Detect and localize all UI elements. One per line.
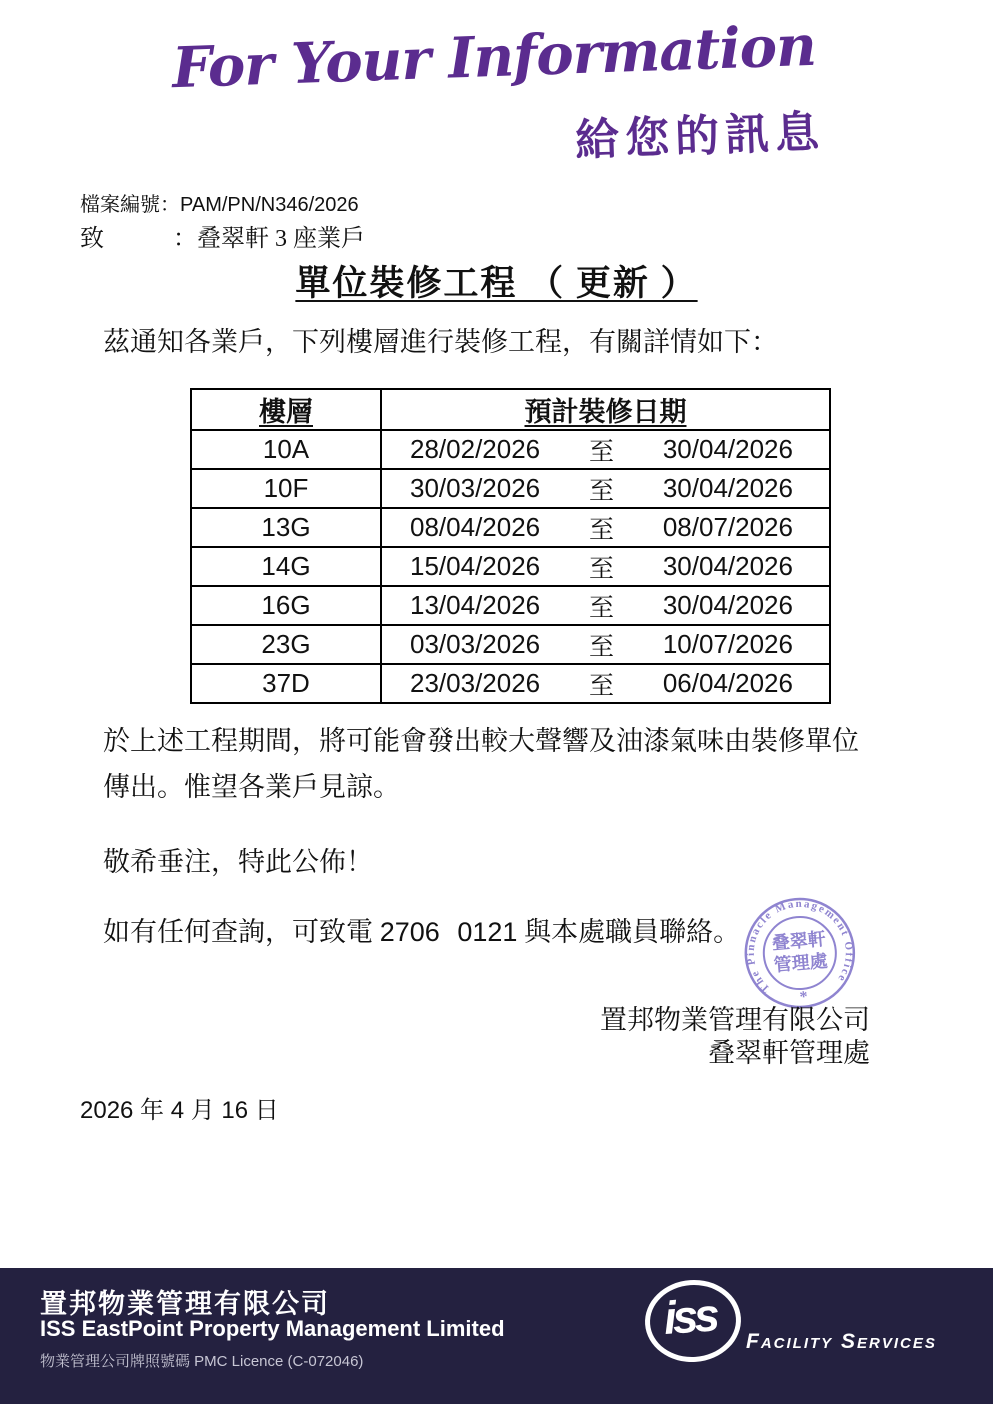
floor-cell: 10F [191,469,381,508]
end-date: 30/04/2026 [662,590,793,620]
dates-cell [381,625,830,664]
table-header-row [191,389,830,430]
table-row [191,508,830,547]
intro-paragraph: 茲通知各業戶，下列樓層進行裝修工程，有關詳情如下： [103,327,778,357]
contact-prefix: 如有任何查詢，可致電 [103,917,380,947]
dates-cell [381,469,830,508]
phone-number: 2706 0121 [379,917,518,947]
column-header-floor: 樓層 [191,389,381,430]
start-date: 28/02/2026 [410,434,541,464]
end-date: 08/07/2026 [662,512,793,542]
to-word: 至 [588,555,614,583]
end-date: 10/07/2026 [662,629,793,659]
closing-line: 敬希垂注，特此公佈！ [103,847,373,877]
start-date: 23/03/2026 [410,668,541,698]
fyi-script-banner: For Your Information [171,12,817,102]
addressee-value: ：叠翠軒 3 座業戶 [173,226,365,252]
signature-company: 置邦物業管理有限公司 [600,1005,870,1035]
table-row [191,625,830,664]
floor-cell: 10A [191,430,381,469]
to-word: 至 [588,438,614,466]
to-word: 至 [588,594,614,622]
dates-cell [381,430,830,469]
floor-cell: 14G [191,547,381,586]
notice-paragraph: 於上述工程期間，將可能會發出較大聲響及油漆氣味由裝修單位傳出。惟望各業戶見諒。 [103,726,859,802]
floor-cell: 16G [191,586,381,625]
file-number-value: PAM/PN/N346/2026 [180,194,359,216]
dates-cell [381,547,830,586]
floor-cell: 37D [191,664,381,703]
floor-cell: 13G [191,508,381,547]
office-stamp [731,889,869,1022]
table-row [191,664,830,703]
stamp-star: * [798,988,809,1007]
end-date: 30/04/2026 [662,473,793,503]
end-date: 30/04/2026 [662,434,793,464]
stamp-inner-line1: 叠翠軒 [771,928,827,954]
renovation-schedule-table [190,388,831,704]
footer-bar [0,1268,993,1404]
footer-company-en: ISS EastPoint Property Management Limited [40,1316,505,1341]
start-date: 08/04/2026 [410,512,541,542]
table-row [191,430,830,469]
table-row [191,469,830,508]
stamp-inner-line2: 管理處 [772,950,829,976]
start-date: 03/03/2026 [410,629,541,659]
iss-logo [642,1277,743,1365]
stamp-ring-text: The Pinnacle Management Office [744,897,855,995]
signature-office: 叠翠軒管理處 [708,1038,870,1068]
dates-cell [381,586,830,625]
to-word: 至 [588,672,614,700]
footer-company-zh: 置邦物業管理有限公司 [40,1289,330,1319]
fyi-chinese-banner: 給您的訊息 [574,107,826,166]
table-row [191,586,830,625]
footer-licence: 物業管理公司牌照號碼 PMC Licence (C-072046) [40,1353,364,1370]
to-word: 至 [588,516,614,544]
table-row [191,547,830,586]
start-date: 13/04/2026 [410,590,541,620]
addressee-label: 致 [80,226,104,252]
column-header-dates: 預計裝修日期 [381,389,830,430]
to-word: 至 [588,477,614,505]
issue-date: 2026 年 4 月 16 日 [80,1097,279,1124]
file-number-label: 檔案編號： [80,194,180,216]
iss-logo-caption: Facility Services [746,1330,937,1353]
floor-cell: 23G [191,625,381,664]
iss-logo-text: iss [661,1288,718,1344]
start-date: 30/03/2026 [410,473,541,503]
file-number-line [80,188,359,217]
dates-cell [381,664,830,703]
addressee-line [80,218,365,253]
end-date: 30/04/2026 [662,551,793,581]
to-word: 至 [588,633,614,661]
page-title: 單位裝修工程 （ 更新 ） [295,264,698,303]
dates-cell [381,508,830,547]
signature-block [600,1004,870,1070]
end-date: 06/04/2026 [662,668,793,698]
contact-suffix: 與本處職員聯絡。 [517,917,741,947]
start-date: 15/04/2026 [410,551,541,581]
contact-line [103,910,740,949]
